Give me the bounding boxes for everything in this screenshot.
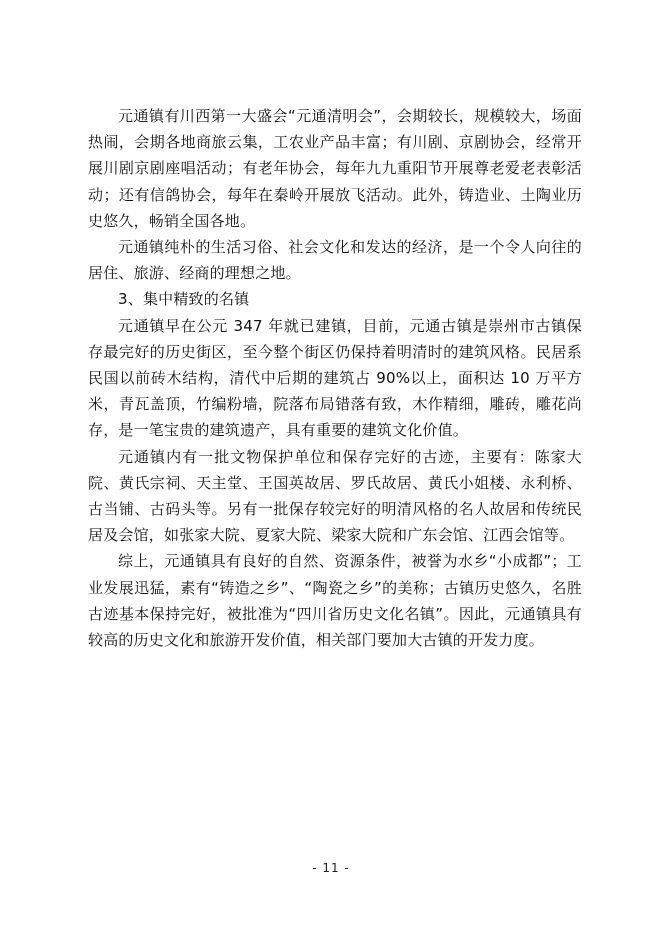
page-body — [88, 103, 582, 653]
paragraph-qingming-festival: 元通镇有川西第一大盛会“元通清明会”，会期较长，规模较大，场面热闹，会期各地商旅云集，工农业产品丰富；有川剧、京剧协会，经常开展川剧京剧座唱活动；有老年协会，每年九九重阳节开展尊老爱老表彰活动；还有信鸽协会，每年在秦岭开展放飞活动。此外，铸造业、土陶业历史悠久，畅销全国各地。 — [88, 107, 582, 230]
paragraph-ideal-place: 元通镇纯朴的生活习俗、社会文化和发达的经济，是一个令人向往的居住、旅游、经商的理想之地。 — [88, 238, 582, 283]
paragraph-town-history: 元通镇早在公元 347 年就已建镇，目前，元通古镇是崇州市古镇保存最完好的历史街区，至今整个街区仍保持着明清时的建筑风格。民居系民国以前砖木结构，清代中后期的建筑占 90%以上，面积达 10 万平方米，青瓦盖顶，竹编粉墙，院落布局错落有致，木作精细，雕砖，雕花尚存，是一笔宝贵的建筑遗产，具有重要的建筑文化价值。 — [88, 316, 582, 440]
paragraph-summary: 综上，元通镇具有良好的自然、资源条件，被誉为水乡“小成都”；工业发展迅猛，素有“铸造之乡”、“陶瓷之乡”的美称；古镇历史悠久，名胜古迹基本保持完好，被批准为“四川省历史文化名镇”。因此，元通镇具有较高的历史文化和旅游开发价值，相关部门要加大古镇的开发力度。 — [88, 552, 582, 650]
paragraph-heritage-sites: 元通镇内有一批文物保护单位和保存完好的古迹，主要有：陈家大院、黄氏宗祠、天主堂、王国英故居、罗氏故居、黄氏小姐楼、永利桥、古当铺、古码头等。另有一批保存较完好的明清风格的名人故居和传统民居及会馆，如张家大院、夏家大院、梁家大院和广东会馆、江西会馆等。 — [88, 447, 582, 545]
page-number: - 11 - — [312, 861, 350, 875]
section-heading: 3、集中精致的名镇 — [118, 290, 250, 309]
